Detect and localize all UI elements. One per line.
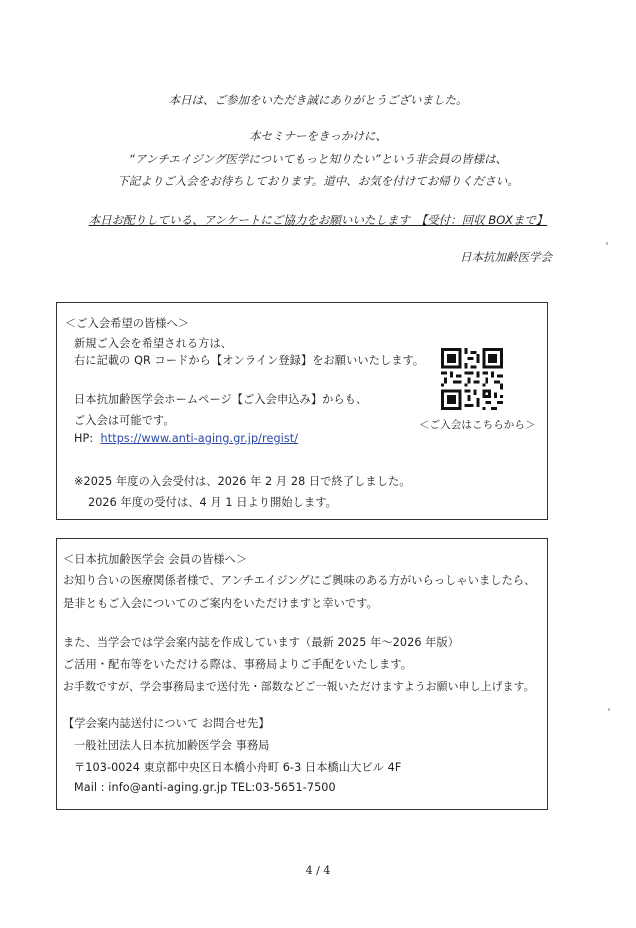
intro-thanks: 本日は、ご参加をいただき誠にありがとうございました。 (168, 93, 468, 107)
intro-join-invite: 下記よりご入会をお待ちしております。道中、お気を付けてお帰りください。 (117, 174, 519, 188)
join-line-1: 新規ご入会を希望される方は、 (74, 337, 233, 350)
registration-qr-code[interactable] (441, 348, 503, 410)
member-line-3: また、当学会では学会案内誌を作成しています（最新 2025 年～2026 年版） (63, 636, 460, 649)
join-line-3: 日本抗加齢医学会ホームページ【ご入会申込み】からも、 (74, 393, 368, 406)
join-line-2: 右に記載の QR コードから【オンライン登録】をお願いいたします。 (74, 354, 425, 367)
hp-line (74, 432, 298, 445)
contact-title: 【学会案内誌送付について お問合せ先】 (63, 717, 270, 730)
member-box-title: ＜日本抗加齢医学会 会員の皆様へ＞ (63, 553, 248, 566)
page-number: 4 / 4 (305, 864, 331, 877)
hp-label: HP: (74, 432, 94, 445)
scan-speck (606, 242, 608, 245)
intro-seminar: 本セミナーをきっかけに、 (249, 129, 387, 143)
scan-speck (608, 708, 610, 711)
organization-signature: 日本抗加齢医学会 (460, 250, 552, 264)
contact-mail-tel: Mail : info@anti-aging.gr.jp TEL:03-5651-7500 (74, 781, 336, 794)
join-note-1: ※2025 年度の入会受付は、2026 年 2 月 28 日で終了しました。 (74, 475, 411, 488)
member-line-1: お知り合いの医療関係者様で、アンチエイジングにご興味のある方がいらっしゃいましたら、 (63, 574, 536, 587)
contact-org: 一般社団法人日本抗加齢医学会 事務局 (74, 739, 270, 752)
join-note-2: 2026 年度の受付は、4 月 1 日より開始します。 (88, 496, 337, 509)
join-line-4: ご入会は可能です。 (74, 414, 175, 427)
member-line-5: お手数ですが、学会事務局まで送付先・部数などご一報いただけますようお願い申し上げます。 (63, 680, 535, 693)
survey-request: 本日お配りしている、アンケートにご協力をお願いいたします 【受付：回収 BOXまで】 (88, 213, 548, 227)
registration-link[interactable]: https://www.anti-aging.gr.jp/regist/ (100, 432, 299, 445)
contact-address: 〒103-0024 東京都中央区日本橋小舟町 6-3 日本橋山大ビル 4F (74, 761, 402, 774)
join-box-title: ＜ご入会希望の皆様へ＞ (65, 317, 190, 330)
member-line-2: 是非ともご入会についてのご案内をいただけますと幸いです。 (63, 597, 378, 610)
intro-nonmember: “アンチエイジング医学についてもっと知りたい”という非会員の皆様は、 (128, 152, 508, 166)
qr-caption: ＜ご入会はこちらから＞ (419, 419, 536, 431)
member-line-4: ご活用・配布等をいただける際は、事務局よりご手配をいたします。 (63, 658, 413, 671)
